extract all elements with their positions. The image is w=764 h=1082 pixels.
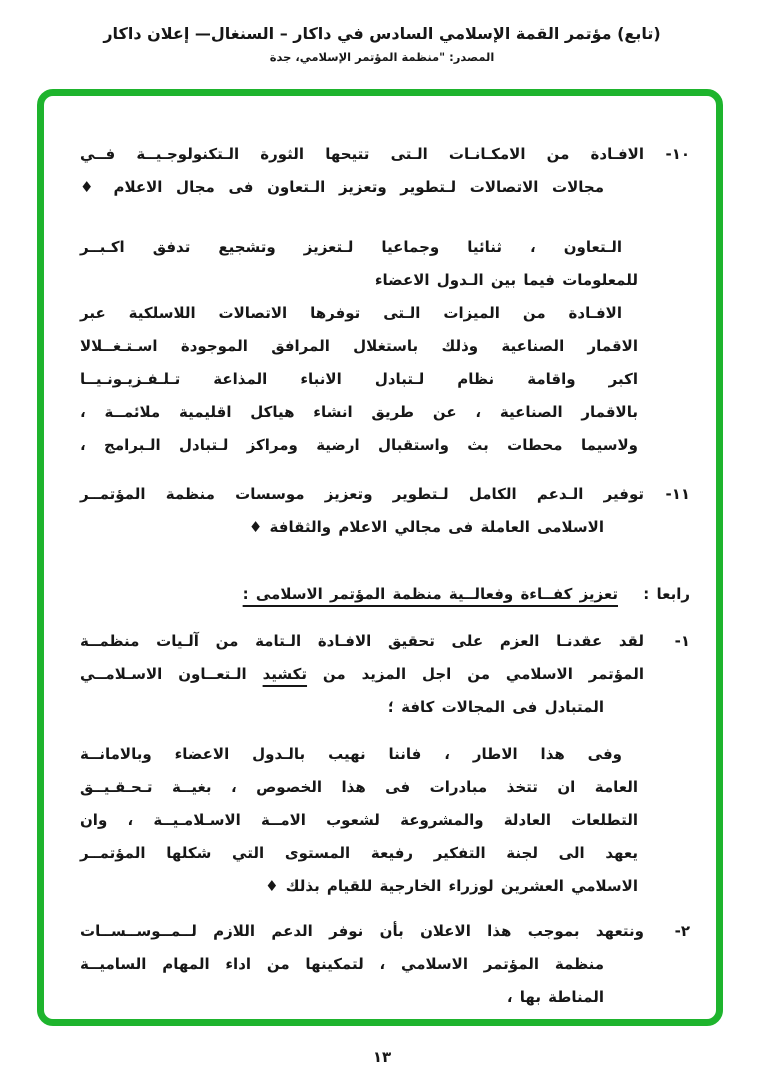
text-line (80, 658, 644, 691)
paragraph-cooperation (80, 231, 690, 297)
text-line: مجالات الاتصالات لـتطوير وتعزيز الـتعاون فى مجال الاعلام ♦ (80, 178, 604, 196)
text-line: وفى هذا الاطار ، فاننا نهيب بالـدول الاعضاء وبالامانــة (80, 745, 622, 763)
text-line: المناطة بها ، (506, 988, 604, 1006)
document-title: (تابع) مؤتمر القمة الإسلامي السادس في داكار – السنغال— إعلان داكار (103, 24, 661, 43)
text-line: الاسلامي العشرين لوزراء الخارجية للقيام بذلك ♦ (265, 877, 638, 895)
underlined-word: تكشيد (262, 665, 308, 683)
paragraph-framework (80, 738, 690, 903)
list-item-11 (80, 478, 690, 544)
item-text (80, 478, 644, 544)
text-line: الـتعاون ، ثنائيا وجماعيا لـتعزيز وتشجيع تدفق اكـبــر (80, 238, 622, 256)
item-number: ٢- (674, 922, 690, 940)
item-text (80, 915, 644, 1014)
text-line: توفير الـدعم الكامل لـتطوير وتعزيز موسسات منظمة المؤتمــر (80, 485, 644, 503)
text-line: الاسلامى العاملة فى مجالي الاعلام والثقافة ♦ (248, 518, 604, 536)
text-line: للمعلومات فيما بين الـدول الاعضاء (374, 271, 638, 289)
text-line: ولاسيما محطات بث واستقبال ارضية ومراكز لـتبادل الـبرامج ، (80, 436, 638, 454)
item-number: ١٠- (665, 145, 690, 163)
text-line: اكبر واقامة نظام لـتبادل الانباء المذاعة تـلـفـزيـونـيــا (80, 370, 638, 388)
text-segment: المؤتمر الاسلامي من اجل المزيد من (307, 665, 644, 683)
paragraph-satellite (80, 297, 690, 462)
text-line: يعهد الى لجنة التفكير رفيعة المستوى التي شكلها المؤتمــر (80, 844, 638, 862)
text-segment: الـتعــاون الاسـلامــي (80, 665, 263, 683)
item-text (80, 138, 644, 204)
list-item-1 (80, 625, 690, 724)
document-body (44, 96, 716, 1019)
text-line: المتبادل فى المجالات كافة ؛ (387, 698, 604, 716)
text-line: بالاقمار الصناعية ، عن طريق انشاء هياكل اقليمية ملائمــة ، (80, 403, 638, 421)
section-heading: تعزيز كفــاءة وفعالــية منظمة المؤتمر الاسلامى : (242, 585, 618, 603)
page-header (0, 24, 764, 64)
text-line: الاقمار الصناعية وذلك باستغلال المرافق الموجودة اسـتـغــلالا (80, 337, 638, 355)
page-number: ١٣ (372, 1048, 392, 1066)
item-number: ١- (674, 632, 690, 650)
list-item-10 (80, 138, 690, 204)
text-line: العامة ان تتخذ مبادرات فى هذا الخصوص ، بغيــة تـحـقـيــق (80, 778, 638, 796)
text-line: لقد عقدنـا العزم على تحقيق الافـادة الـتامة من آلـيات منظمــة (80, 632, 644, 650)
section-label: رابعا : (643, 585, 690, 603)
green-frame (37, 89, 723, 1026)
item-text (80, 625, 644, 724)
item-number: ١١- (665, 485, 690, 503)
text-line: التطلعات العادلة والمشروعة لشعوب الامــة الاسـلامـيــة ، وان (80, 811, 638, 829)
text-line: منظمة المؤتمر الاسلامي ، لتمكينها من اداء المهام الساميــة (80, 955, 604, 973)
document-source: المصدر: "منظمة المؤتمر الإسلامي، جدة (269, 50, 495, 64)
text-line: الافـادة من الميزات الـتى توفرها الاتصالات اللاسلكية عبر (80, 304, 622, 322)
text-line: ونتعهد بموجب هذا الاعلان بأن نوفر الدعم اللازم لــمــوســســات (80, 922, 644, 940)
list-item-2 (80, 915, 690, 1014)
text-line: الافـادة من الامكـانـات الـتى تتيحها الثورة الـتكنولوجـيــة فــي (80, 145, 644, 163)
section-heading-row (80, 578, 690, 611)
